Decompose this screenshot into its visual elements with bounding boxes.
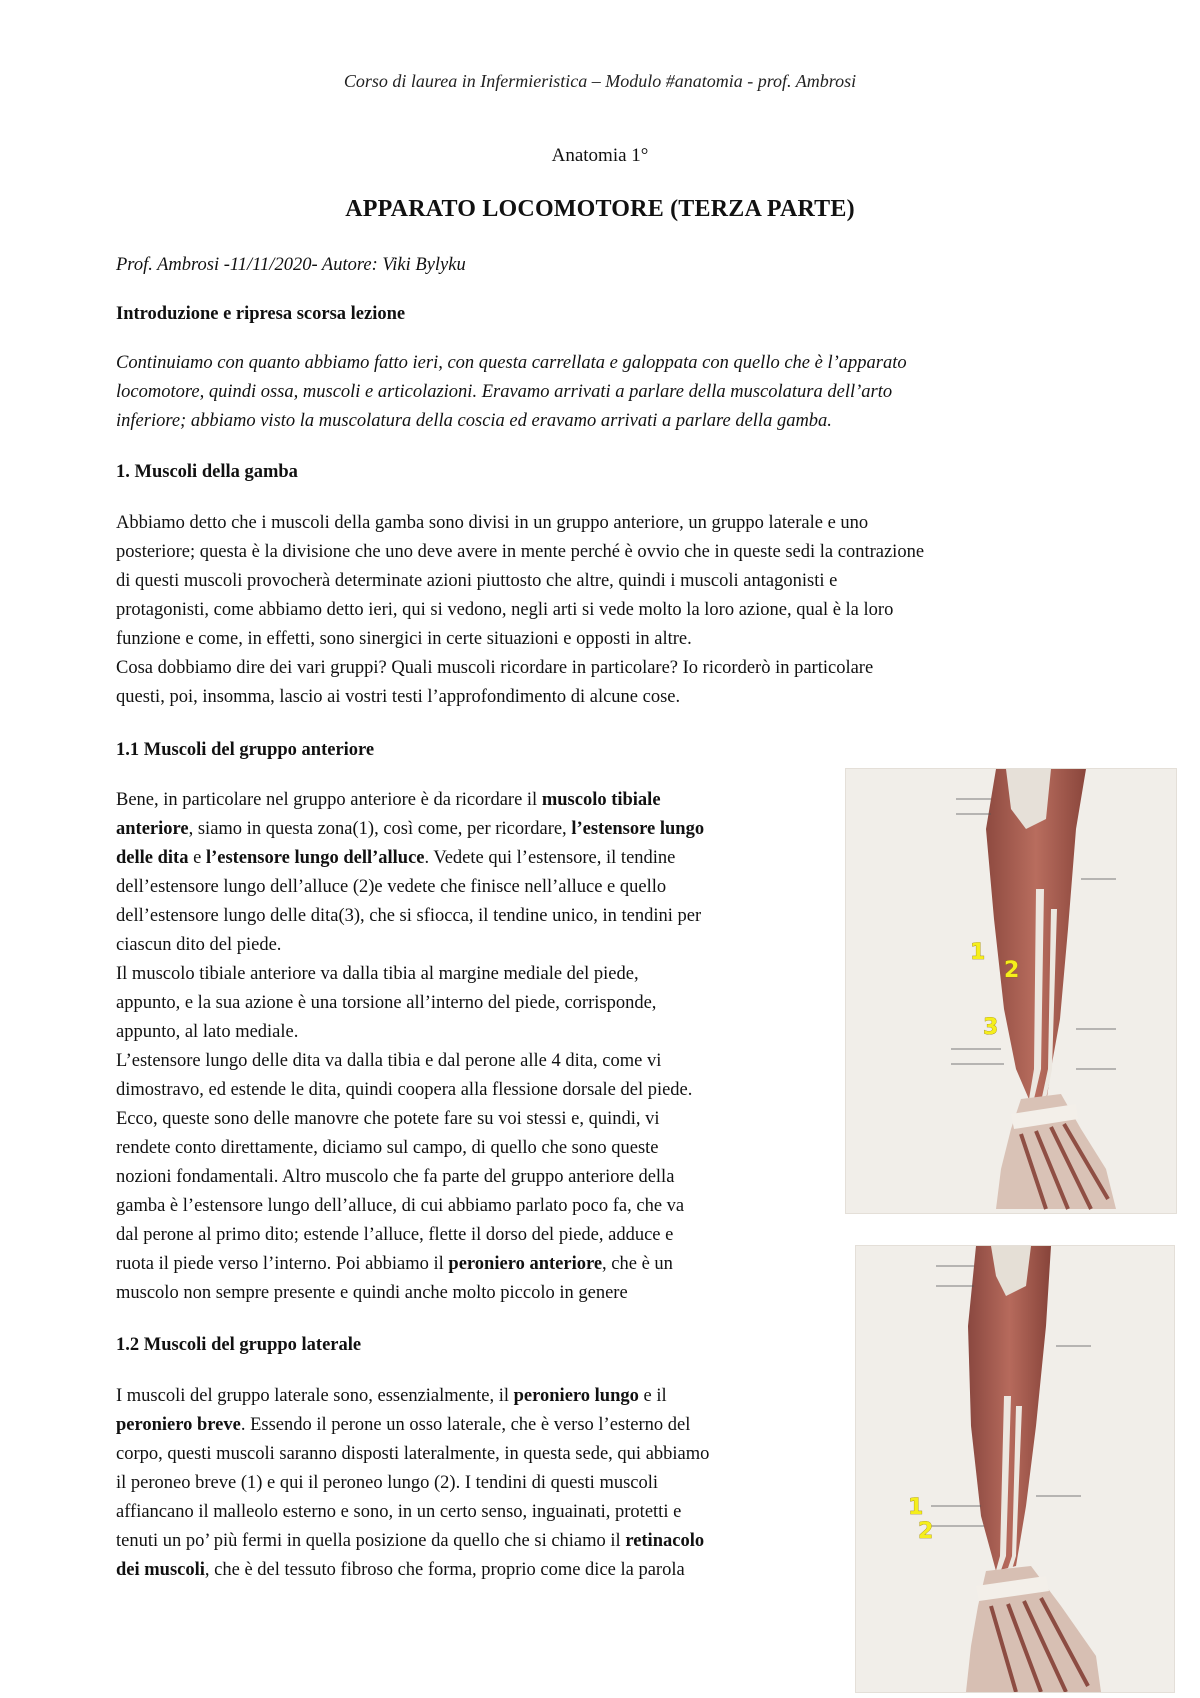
byline: Prof. Ambrosi -11/11/2020- Autore: Viki Bylyku <box>116 255 466 275</box>
anterior-leg-illustration <box>846 769 1176 1213</box>
section-1-heading: 1. Muscoli della gamba <box>116 462 298 482</box>
course-name: Anatomia 1° <box>551 145 649 166</box>
section-1-1-heading: 1.1 Muscoli del gruppo anteriore <box>116 740 375 760</box>
figure-label-2: 2 <box>918 1519 934 1544</box>
figure-label-1: 1 <box>970 940 986 965</box>
lateral-leg-illustration <box>856 1246 1174 1692</box>
lateral-leg-figure <box>855 1245 1175 1693</box>
running-header: Corso di laurea in Infermieristica – Modulo #anatomia - prof. Ambrosi <box>343 71 857 91</box>
figure-label-3: 3 <box>983 1015 999 1040</box>
intro-paragraph: Continuiamo con quanto abbiamo fatto ieri, con questa carrellata e galoppata con quello che è l’apparato locomotore, quindi ossa, muscoli e articolazioni. Eravamo arrivati a parlare della muscolatura dell’arto inferiore; abbiamo visto la muscolatura della coscia ed eravamo arrivati a parlare della gamba. <box>116 353 907 431</box>
figure-label-2: 2 <box>1004 958 1020 983</box>
section-1-paragraph: Abbiamo detto che i muscoli della gamba sono divisi in un gruppo anteriore, un gruppo laterale e uno posteriore; questa è la divisione che uno deve avere in mente perché è ovvio che in queste sedi la contrazione di questi muscoli provocherà determinate azioni piuttosto che altre, quindi i muscoli antagonisti e protagonisti, come abbiamo detto ieri, qui si vedono, negli arti si vede molto la loro azione, qual è la loro funzione e come, in effetti, sono sinergici in certe situazioni e opposti in altre. Cosa dobbiamo dire dei vari gruppi? Quali muscoli ricordare in particolare? Io ricorderò in particolare questi, poi, insomma, lascio ai vostri testi l’approfondimento di alcune cose. <box>116 513 925 707</box>
page-title: APPARATO LOCOMOTORE (TERZA PARTE) <box>345 196 855 222</box>
intro-heading: Introduzione e ripresa scorsa lezione <box>116 304 406 324</box>
figure-label-1: 1 <box>908 1495 924 1520</box>
section-1-2-paragraph: I muscoli del gruppo laterale sono, essenzialmente, il peroniero lungo e il peroniero breve. Essendo il perone un osso laterale, che è verso l’esterno del corpo, questi muscoli saranno disposti lateralmente, in questa sede, qui abbiamo il peroneo breve (1) e qui il peroneo lungo (2). I tendini di questi muscoli affiancano il malleolo esterno e sono, in un certo senso, inguainati, protetti e tenuti un po’ più fermi in quella posizione da quello che si chiamo il retinacolo dei muscoli, che è del tessuto fibroso che forma, proprio come dice la parola <box>116 1386 710 1580</box>
anterior-leg-figure <box>845 768 1177 1214</box>
section-1-2-heading: 1.2 Muscoli del gruppo laterale <box>116 1335 362 1355</box>
section-1-1-paragraph: Bene, in particolare nel gruppo anteriore è da ricordare il muscolo tibiale anteriore, siamo in questa zona(1), così come, per ricordare, l’estensore lungo delle dita e l’estensore lungo dell’alluce. Vedete qui l’estensore, il tendine dell’estensore lungo dell’alluce (2)e vedete che finisce nell’alluce e quello dell’estensore lungo delle dita(3), che si sfiocca, il tendine unico, in tendini per ciascun dito del piede. Il muscolo tibiale anteriore va dalla tibia al margine mediale del piede, appunto, e la sua azione è una torsione all’interno del piede, corrisponde, appunto, al lato mediale. L’estensore lungo delle dita va dalla tibia e dal perone alle 4 dita, come vi dimostravo, ed estende le dita, quindi coopera alla flessione dorsale del piede. Ecco, queste sono delle manovre che potete fare su voi stessi e, quindi, vi rendete conto direttamente, diciamo sul campo, di quello che sono queste nozioni fondamentali. Altro muscolo che fa parte del gruppo anteriore della gamba è l’estensore lungo dell’alluce, di cui abbiamo parlato poco fa, che va dal perone al primo dito; estende l’alluce, flette il dorso del piede, adduce e ruota il piede verso l’interno. Poi abbiamo il peroniero anteriore, che è un muscolo non sempre presente e quindi anche molto piccolo in genere <box>116 790 705 1303</box>
